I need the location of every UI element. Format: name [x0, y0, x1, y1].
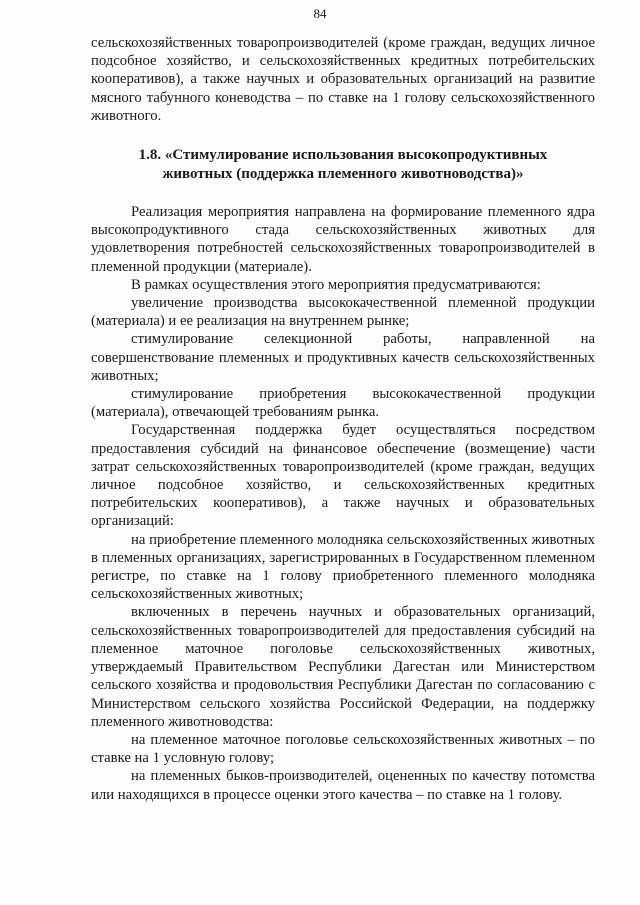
list-item-included-organizations: включенных в перечень научных и образовательных организаций, сельскохозяйственных товаропроизводителей для предоставления субсидий на племенное маточное поголовье сельскохозяйственных животных, утверждаемый Правительством Республики Дагестан или Министерством сельского хозяйства и продовольствия Республики Дагестан по согласованию с Министерством сельского хозяйства Российской Федерации, на поддержку племенного животноводства:	[91, 604, 595, 730]
section-heading: 1.8. «Стимулирование использования высокопродуктивных животных (поддержка племенного животноводства)»	[138, 147, 548, 182]
document-body	[91, 34, 595, 804]
paragraph-state-support: Государственная поддержка будет осуществляться посредством предоставления субсидий на финансовое обеспечение (возмещение) части затрат сельскохозяйственных товаропроизводителей (кроме граждан, ведущих личное подсобное хозяйство, и сельскохозяйственных кредитных потребительских кооперативов), а также научных и образовательных организаций:	[91, 422, 595, 530]
list-item-bulls: на племенных быков-производителей, оцененных по качеству потомства или находящихся в процессе оценки этого качества – по ставке на 1 голову.	[91, 768, 595, 803]
paragraph-intro-list: В рамках осуществления этого мероприятия предусматриваются:	[131, 276, 541, 293]
list-item-purchase: стимулирование приобретения высококачественной продукции (материала), отвечающей требованиям рынка.	[91, 386, 595, 421]
list-item-breeding-stock: на племенное маточное поголовье сельскохозяйственных животных – по ставке на 1 условную голову;	[91, 731, 595, 767]
list-item-production: увеличение производства высококачественной племенной продукции (материала) и ее реализация на внутреннем рынке;	[91, 295, 595, 330]
page-number: 84	[313, 6, 327, 21]
paragraph-continued: сельскохозяйственных товаропроизводителей (кроме граждан, ведущих личное подсобное хозяйство, и сельскохозяйственных кредитных потребительских кооперативов), а также научных и образовательных организаций на развитие мясного табунного коневодства – по ставке на 1 голову сельскохозяйственного животного.	[91, 35, 595, 124]
list-item-young-stock: на приобретение племенного молодняка сельскохозяйственных животных в племенных организациях, зарегистрированных в Государственном племенном регистре, по ставке на 1 голову приобретенного племенного молодняка сельскохозяйственных животных;	[91, 531, 595, 603]
paragraph-purpose: Реализация мероприятия направлена на формирование племенного ядра высокопродуктивного стада сельскохозяйственных животных для удовлетворения потребностей сельскохозяйственных товаропроизводителей в племенной продукции (материале).	[91, 204, 595, 275]
list-item-selection: стимулирование селекционной работы, направленной на совершенствование племенных и продуктивных качеств сельскохозяйственных животных;	[91, 331, 595, 384]
